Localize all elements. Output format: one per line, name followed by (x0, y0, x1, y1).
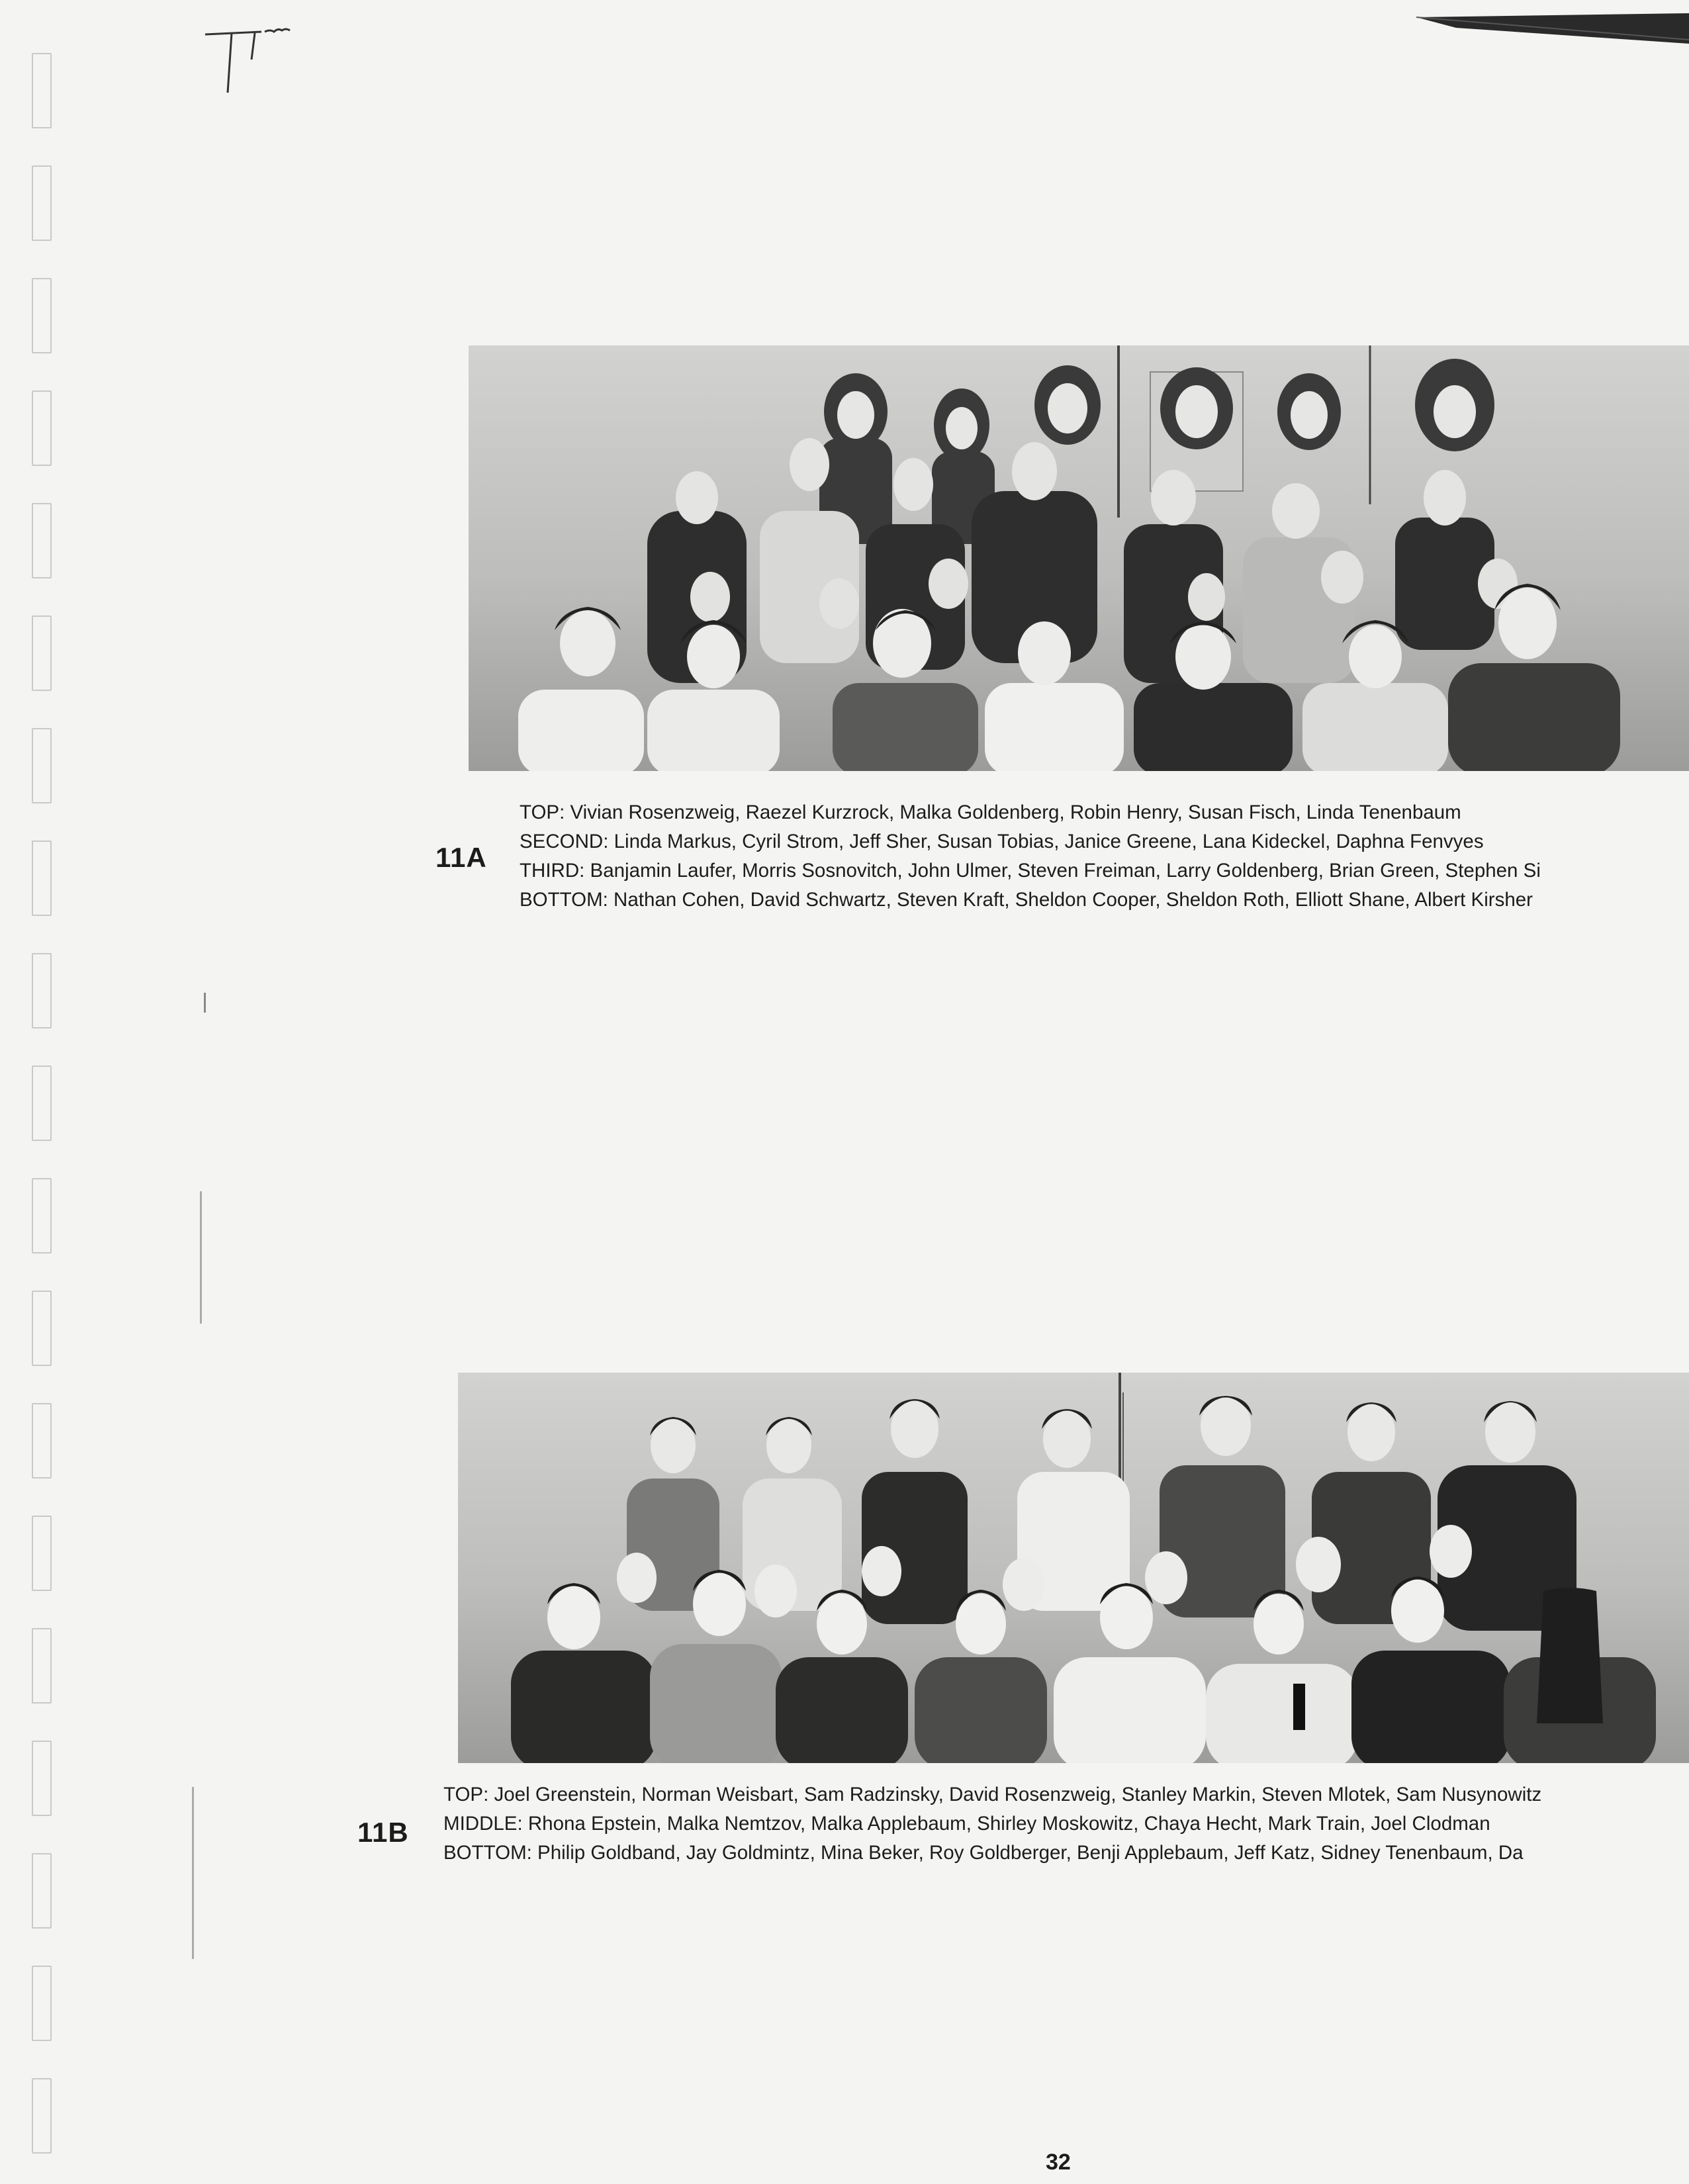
caption-11a-bottom: BOTTOM: Nathan Cohen, David Schwartz, Steven Kraft, Sheldon Cooper, Sheldon Roth, Elliott Shane, Albert Kirsher (520, 889, 1533, 911)
caption-11a-top: TOP: Vivian Rosenzweig, Raezel Kurzrock, Malka Goldenberg, Robin Henry, Susan Fisch, Linda Tenenbaum (520, 801, 1461, 823)
class-photo-11b (458, 1373, 1689, 1763)
caption-11b (443, 1780, 1689, 1868)
section-label-11a: 11A (435, 842, 487, 873)
margin-tick (200, 1191, 202, 1324)
caption-11b-top: TOP: Joel Greenstein, Norman Weisbart, Sam Radzinsky, David Rosenzweig, Stanley Markin, Steven Mlotek, Sam Nusynowitz (443, 1784, 1542, 1805)
caption-11a-third: THIRD: Banjamin Laufer, Morris Sosnovitch, John Ulmer, Steven Freiman, Larry Goldenberg, Brian Green, Stephen Si (520, 860, 1541, 882)
scan-edge-mark (1416, 13, 1689, 45)
section-label-11b: 11B (357, 1817, 409, 1848)
binding-holes (0, 0, 73, 2184)
corner-pen-mark (199, 20, 298, 99)
caption-11a-second: SECOND: Linda Markus, Cyril Strom, Jeff Sher, Susan Tobias, Janice Greene, Lana Kideckel, Daphna Fenvyes (520, 831, 1484, 852)
caption-11b-bottom: BOTTOM: Philip Goldband, Jay Goldmintz, Mina Beker, Roy Goldberger, Benji Applebaum, Jeff Katz, Sidney Tenenbaum, Da (443, 1842, 1524, 1864)
page-number: 32 (1046, 2150, 1071, 2175)
caption-11b-middle: MIDDLE: Rhona Epstein, Malka Nemtzov, Malka Applebaum, Shirley Moskowitz, Chaya Hecht, Mark Train, Joel Clodman (443, 1813, 1490, 1835)
class-photo-11a (469, 345, 1689, 771)
caption-11a (520, 798, 1689, 915)
margin-tick (204, 993, 206, 1013)
margin-tick (192, 1787, 194, 1959)
